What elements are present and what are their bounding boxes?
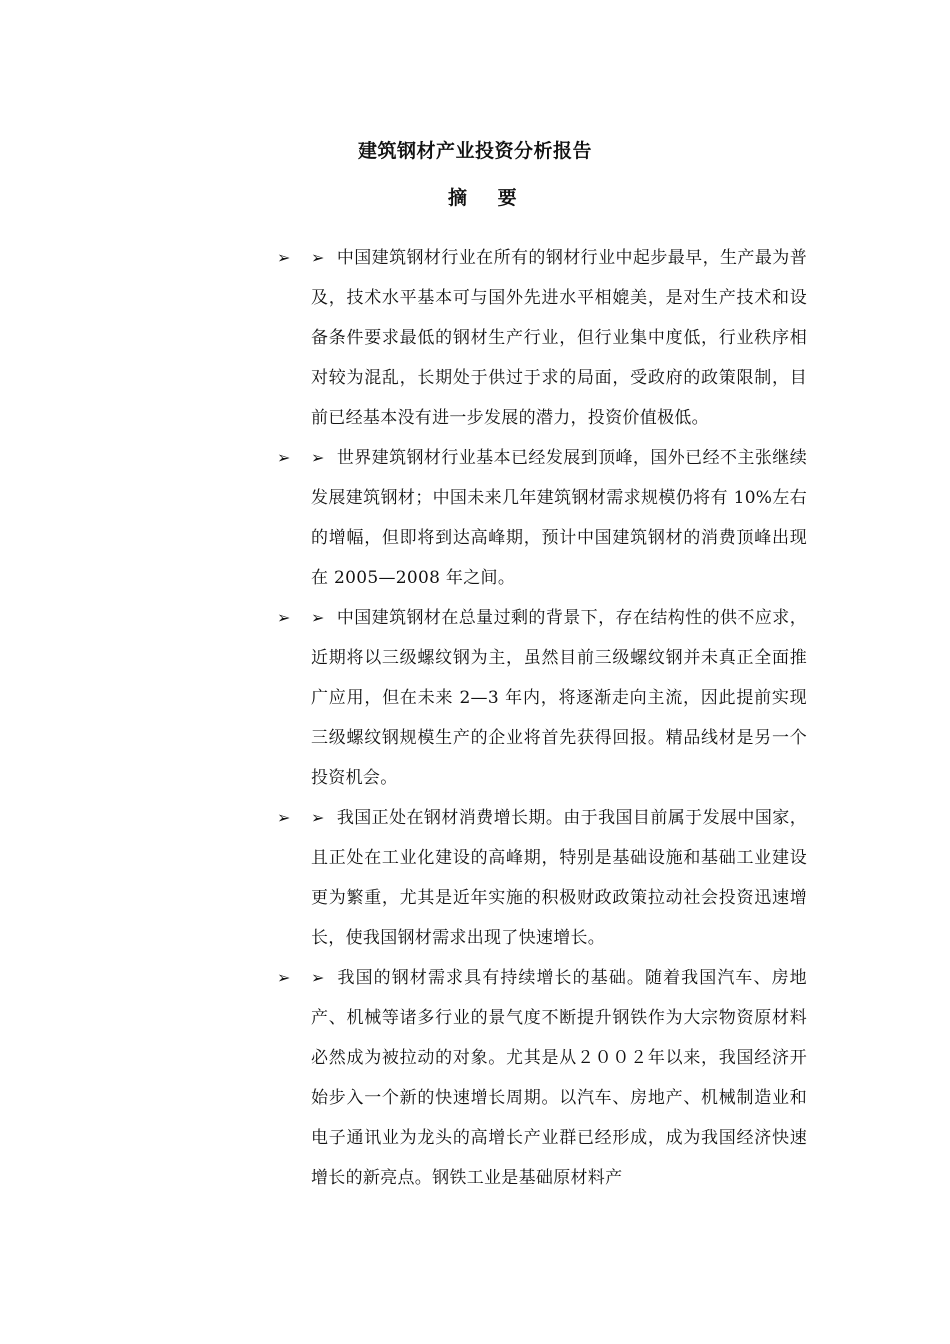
paragraph-text: 中国建筑钢材行业在所有的钢材行业中起步最早，生产最为普及，技术水平基本可与国外先进水平相媲美，是对生产技术和设备条件要求最低的钢材生产行业，但行业集中度低，行业秩序相对较为混乱，长期处于供过于求的局面，受政府的政策限制，目前已经基本没有进一步发展的潜力，投资价值极低。 [311, 248, 807, 428]
bullet-arrow-icon: ➢ [277, 608, 291, 627]
list-item-text [311, 438, 807, 598]
abstract-heading: 摘 要 [448, 187, 529, 209]
list-item [0, 958, 950, 1198]
list-item-text [311, 598, 807, 798]
bullet-arrow-icon: ➢ [311, 448, 325, 467]
paragraph-text: 我国正处在钢材消费增长期。由于我国目前属于发展中国家，且正处在工业化建设的高峰期，特别是基础设施和基础工业建设更为繁重，尤其是近年实施的积极财政政策拉动社会投资迅速增长，使我国钢材需求出现了快速增长。 [311, 808, 807, 948]
list-item-text [311, 798, 807, 958]
list-item-text [311, 238, 807, 438]
bullet-arrow-icon: ➢ [277, 968, 291, 987]
document-title: 建筑钢材产业投资分析报告 [357, 140, 592, 162]
list-item [0, 438, 950, 598]
bullet-arrow-icon: ➢ [277, 248, 291, 267]
list-item [0, 598, 950, 798]
bullet-arrow-icon: ➢ [277, 808, 291, 827]
paragraph-text: 中国建筑钢材在总量过剩的背景下，存在结构性的供不应求，近期将以三级螺纹钢为主，虽然目前三级螺纹钢并未真正全面推广应用，但在未来 2—3 年内，将逐渐走向主流，因此提前实现三级螺纹钢规模生产的企业将首先获得回报。精品线材是另一个投资机会。 [311, 608, 807, 788]
bullet-arrow-icon: ➢ [311, 608, 325, 627]
bullet-arrow-icon: ➢ [311, 248, 325, 267]
bullet-arrow-icon: ➢ [277, 448, 291, 467]
bullet-arrow-icon: ➢ [311, 808, 325, 827]
paragraph-text: 世界建筑钢材行业基本已经发展到顶峰，国外已经不主张继续发展建筑钢材；中国未来几年建筑钢材需求规模仍将有 10%左右的增幅，但即将到达高峰期，预计中国建筑钢材的消费顶峰出现在 2005—2008 年之间。 [311, 448, 807, 588]
list-item [0, 238, 950, 438]
list-item-text [311, 958, 807, 1198]
summary-list [0, 238, 950, 1198]
list-item [0, 798, 950, 958]
bullet-arrow-icon: ➢ [311, 968, 325, 987]
paragraph-text: 我国的钢材需求具有持续增长的基础。随着我国汽车、房地产、机械等诸多行业的景气度不断提升钢铁作为大宗物资原材料必然成为被拉动的对象。尤其是从２００２年以来，我国经济开始步入一个新的快速增长周期。以汽车、房地产、机械制造业和电子通讯业为龙头的高增长产业群已经形成，成为我国经济快速增长的新亮点。钢铁工业是基础原材料产 [311, 968, 807, 1188]
